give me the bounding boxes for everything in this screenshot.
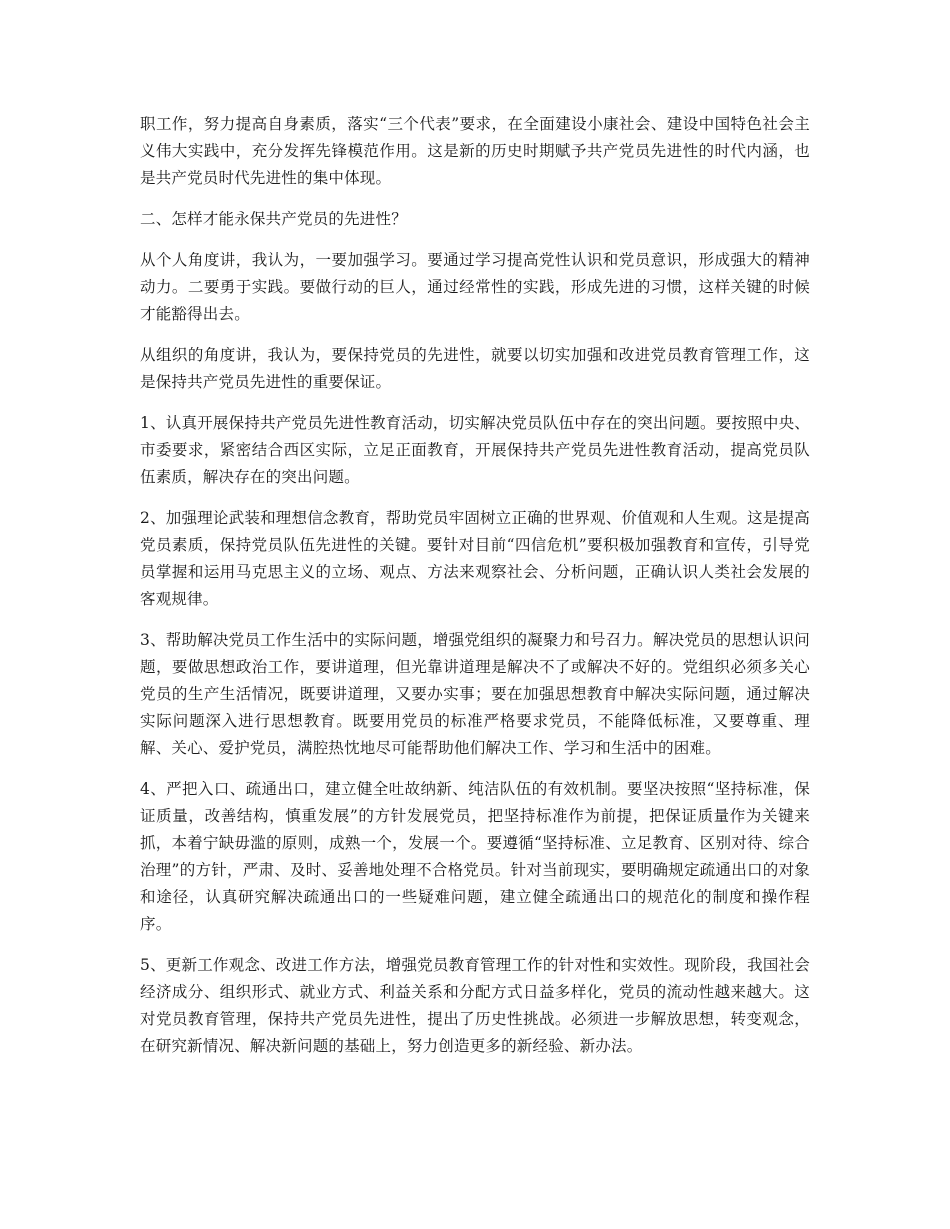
list-item-4: 4、严把入口、疏通出口，建立健全吐故纳新、纯洁队伍的有效机制。要坚决按照“坚持标准，保证质量，改善结构，慎重发展”的方针发展党员，把坚持标准作为前提，把保证质量作为关键来抓，本着宁缺毋滥的原则，成熟一个，发展一个。要遵循“坚持标准、立足教育、区别对待、综合治理”的方针，严肃、及时、妥善地处理不合格党员。针对当前现实，要明确规定疏通出口的对象和途径，认真研究解决疏通出口的一些疑难问题，建立健全疏通出口的规范化的制度和操作程序。	[140, 780, 810, 933]
list-item-5: 5、更新工作观念、改进工作方法，增强党员教育管理工作的针对性和实效性。现阶段，我国社会经济成分、组织形式、就业方式、利益关系和分配方式日益多样化，党员的流动性越来越大。这对党员教育管理，保持共产党员先进性，提出了历史性挑战。必须进一步解放思想，转变观念，在研究新情况、解决新问题的基础上，努力创造更多的新经验、新办法。	[140, 956, 810, 1055]
paragraph-intro-continuation: 职工作，努力提高自身素质，落实“三个代表”要求，在全面建设小康社会、建设中国特色社会主义伟大实践中，充分发挥先锋模范作用。这是新的历史时期赋予共产党员先进性的时代内涵，也是共产党员时代先进性的集中体现。	[140, 115, 810, 187]
document-page	[140, 111, 810, 1074]
section-heading-2: 二、怎样才能永保共产党员的先进性？	[140, 210, 407, 228]
list-item-1: 1、认真开展保持共产党员先进性教育活动，切实解决党员队伍中存在的突出问题。要按照中央、市委要求，紧密结合西区实际，立足正面教育，开展保持共产党员先进性教育活动，提高党员队伍素质，解决存在的突出问题。	[140, 414, 810, 486]
list-item-3: 3、帮助解决党员工作生活中的实际问题，增强党组织的凝聚力和号召力。解决党员的思想认识问题，要做思想政治工作，要讲道理，但光靠讲道理是解决不了或解决不好的。党组织必须多关心党员的生产生活情况，既要讲道理，又要办实事；要在加强思想教育中解决实际问题，通过解决实际问题深入进行思想教育。既要用党员的标准严格要求党员，不能降低标准，又要尊重、理解、关心、爱护党员，满腔热忱地尽可能帮助他们解决工作、学习和生活中的困难。	[140, 631, 810, 757]
paragraph-personal-perspective: 从个人角度讲，我认为，一要加强学习。要通过学习提高党性认识和党员意识，形成强大的精神动力。二要勇于实践。要做行动的巨人，通过经常性的实践，形成先进的习惯，这样关键的时候才能豁得出去。	[140, 251, 810, 323]
paragraph-organizational-perspective: 从组织的角度讲，我认为，要保持党员的先进性，就要以切实加强和改进党员教育管理工作，这是保持共产党员先进性的重要保证。	[140, 346, 810, 391]
list-item-2: 2、加强理论武装和理想信念教育，帮助党员牢固树立正确的世界观、价值观和人生观。这是提高党员素质，保持党员队伍先进性的关键。要针对目前“四信危机”要积极加强教育和宣传，引导党员掌握和运用马克思主义的立场、观点、方法来观察社会、分析问题，正确认识人类社会发展的客观规律。	[140, 509, 810, 608]
